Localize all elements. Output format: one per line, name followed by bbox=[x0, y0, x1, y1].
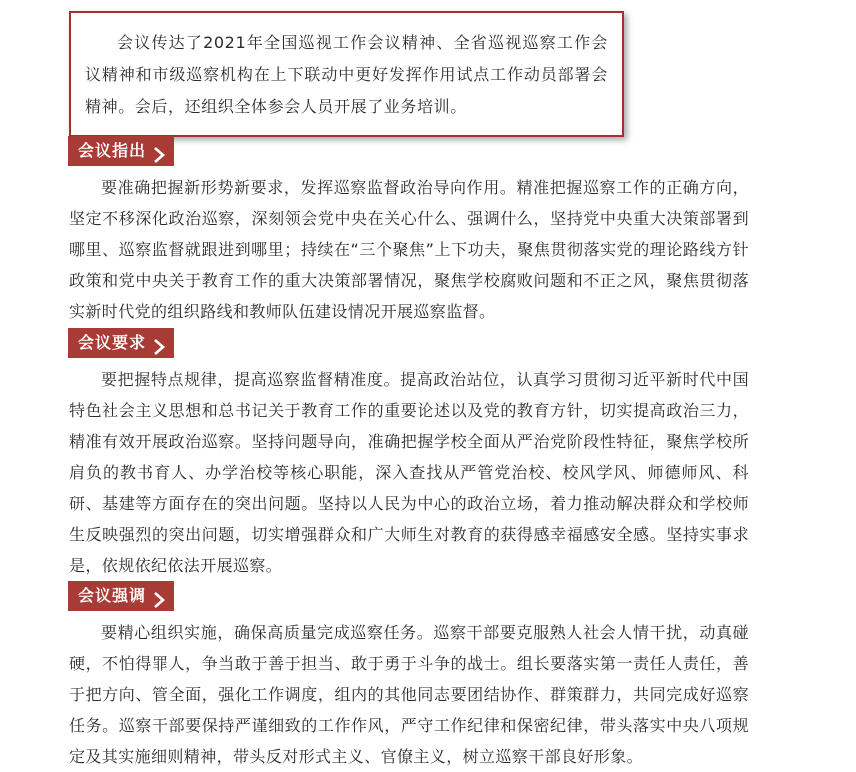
intro-box bbox=[69, 11, 624, 137]
section-paragraph-meeting-pointed-out: 要准确把握新形势新要求，发挥巡察监督政治导向作用。精准把握巡察工作的正确方向，坚定不移深化政治巡察，深刻领会党中央在关心什么、强调什么，坚持党中央重大决策部署到哪里、巡察监督就跟进到哪里；持续在“三个聚焦”上下功夫，聚焦贯彻落实党的理论路线方针政策和党中央关于教育工作的重大决策部署情况，聚焦学校腐败问题和不正之风，聚焦贯彻落实新时代党的组织路线和教师队伍建设情况开展巡察监督。 bbox=[69, 178, 749, 321]
section-tag-label: 会议强调 bbox=[78, 586, 147, 605]
section-paragraph-meeting-requirements: 要把握特点规律，提高巡察监督精准度。提高政治站位，认真学习贯彻习近平新时代中国特色社会主义思想和总书记关于教育工作的重要论述以及党的教育方针，切实提高政治三力，精准有效开展政治巡察。坚持问题导向，准确把握学校全面从严治党阶段性特征，聚焦学校所肩负的教书育人、办学治校等核心职能，深入查找从严管党治校、校风学风、师德师风、科研、基建等方面存在的突出问题。坚持以人民为中心的政治立场，着力推动解决群众和学校师生反映强烈的突出问题，切实增强群众和广大师生对教育的获得感幸福感安全感。坚持实事求是，依规依纪依法开展巡察。 bbox=[69, 370, 749, 575]
section-tag-meeting-pointed-out bbox=[68, 136, 174, 166]
chevron-right-icon bbox=[152, 335, 166, 351]
chevron-right-icon bbox=[152, 143, 166, 159]
intro-paragraph: 会议传达了2021年全国巡视工作会议精神、全省巡视巡察工作会议精神和市级巡察机构在上下联动中更好发挥作用试点工作动员部署会精神。会后，还组织全体参会人员开展了业务培训。 bbox=[85, 33, 608, 116]
section-tag-meeting-requirements bbox=[68, 328, 174, 358]
section-tag-label: 会议指出 bbox=[78, 141, 147, 160]
section-tag-label: 会议要求 bbox=[78, 333, 147, 352]
section-paragraph-meeting-emphasized: 要精心组织实施，确保高质量完成巡察任务。巡察干部要克服熟人社会人情干扰，动真碰硬，不怕得罪人，争当敢于善于担当、敢于勇于斗争的战士。组长要落实第一责任人责任，善于把方向、管全面，强化工作调度，组内的其他同志要团结协作、群策群力，共同完成好巡察任务。巡察干部要保持严谨细致的工作作风，严守工作纪律和保密纪律，带头落实中央八项规定及其实施细则精神，带头反对形式主义、官僚主义，树立巡察干部良好形象。 bbox=[69, 623, 749, 766]
section-tag-meeting-emphasized bbox=[68, 581, 174, 611]
chevron-right-icon bbox=[152, 588, 166, 604]
